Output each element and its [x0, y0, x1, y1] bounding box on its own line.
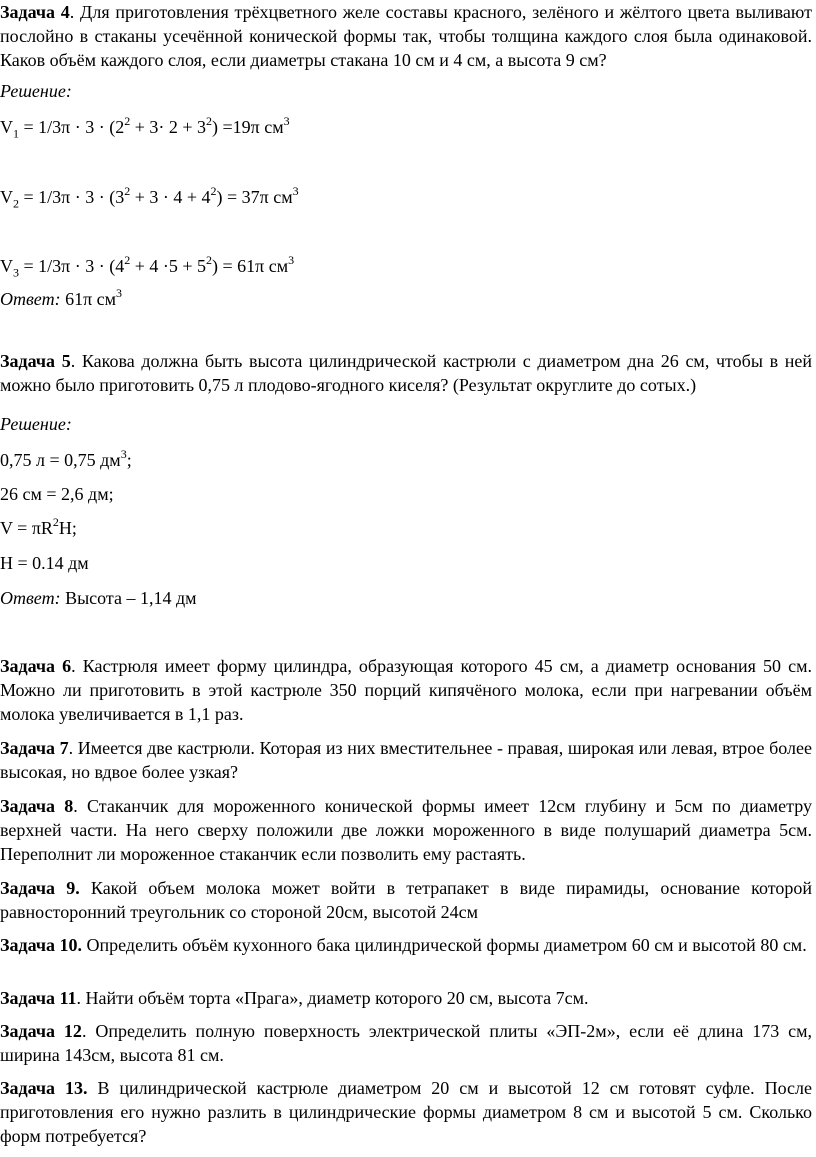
task-13-statement: Задача 13. В цилиндрической кастрюле диаметром 20 см и высотой 12 см готовят суфле. После приготовления его нужно разлить в цилиндрические формы диаметром 8 см и высотой 5 см. Сколько форм потребуется?: [0, 1078, 813, 1146]
task-4-solution-label: Решение:: [0, 81, 72, 101]
task-5-answer: Ответ: Высота – 1,14 дм: [0, 588, 197, 608]
task-12-label: Задача 12: [0, 1021, 82, 1041]
task-5-step-4: H = 0.14 дм: [0, 553, 89, 573]
task-5-statement: [0, 349, 812, 397]
task-6-label: Задача 6: [0, 656, 72, 676]
task-12-statement: Задача 12. Определить полную поверхность электрической плиты «ЭП-2м», если её длина 173 см, ширина 143см, высота 81 см.: [0, 1021, 812, 1065]
task-5-step-3: $V = \pi R^2H$;: [0, 515, 77, 538]
task-8-label: Задача 8: [0, 796, 74, 816]
task-7-statement: Задача 7. Имеется две кастрюли. Которая из них вместительнее - правая, широкая или левая, втрое более высокая, но вдвое более узкая?: [0, 738, 812, 782]
task-4-label: Задача 4: [0, 2, 70, 22]
task-5-solution-label: Решение:: [0, 414, 72, 434]
task-10-statement: Задача 10. Определить объём кухонного бака цилиндрической формы диаметром 60 см и высотой 80 см.: [0, 935, 807, 955]
task-6-statement: Задача 6. Кастрюля имеет форму цилиндра, образующая которого 45 см, а диаметр основания 50 см. Можно ли приготовить в этой кастрюле 350 порций кипячёного молока, если при нагревании объём молока увеличивается в 1,1 раз.: [0, 656, 812, 724]
task-4-formula-v3: $V_3 = 1/3\pi \cdot 3 \cdot (4^2 + 4 \cdot 5 + 5^2) = 61\pi$ $см^3$: [0, 253, 295, 280]
task-5-answer-label: Ответ:: [0, 588, 61, 608]
task-11-label: Задача 11: [0, 988, 77, 1008]
task-8-statement: Задача 8. Стаканчик для мороженного конической формы имеет 12см глубину и 5см по диаметру верхней части. На него сверху положили две ложки мороженного в виде полушарий диаметра 5см. Переполнит ли мороженное стаканчик если позволить ему растаять.: [0, 796, 812, 864]
task-4-answer: Ответ: 61π $см^3$: [0, 286, 123, 309]
task-9-statement: Задача 9. Какой объем молока может войти в тетрапакет в виде пирамиды, основание которой равносторонний треугольник со стороной 20см, высотой 24см: [0, 878, 812, 922]
task-5-step-2: 26 см = 2,6 дм;: [0, 484, 114, 504]
task-10-label: Задача 10.: [0, 935, 83, 955]
task-9-label: Задача 9.: [0, 878, 80, 898]
task-5-text: . Какова должна быть высота цилиндрической кастрюли с диаметром дна 26 см, чтобы в ней можно было приготовить 0,75 л плодово-ягодного киселя? (Результат округлите до сотых.): [0, 351, 812, 395]
task-7-label: Задача 7: [0, 738, 69, 758]
task-4-formula-v2: $V_2 = 1/3\pi \cdot 3 \cdot (3^2 + 3 \cdot 4 + 4^2) = 37\pi$ $см^3$: [0, 184, 299, 211]
task-11-statement: Задача 11. Найти объём торта «Прага», диаметр которого 20 см, высота 7см.: [0, 988, 589, 1008]
task-4-formula-v1: $V_1 = 1/3\pi \cdot 3 \cdot (2^2 + 3\cdot 2 + 3^2) =19\pi$ $см^3$: [0, 114, 290, 141]
task-4-answer-label: Ответ:: [0, 289, 61, 309]
task-4-text: . Для приготовления трёхцветного желе составы красного, зелёного и жёлтого цвета выливают послойно в стаканы усечённой конической формы так, чтобы толщина каждого слоя была одинаковой. Каков объём каждого слоя, если диаметры стакана 10 см и 4 см, а высота 9 см?: [0, 2, 812, 70]
task-13-label: Задача 13.: [0, 1078, 88, 1098]
task-4-statement: [0, 0, 812, 72]
task-5-label: Задача 5: [0, 351, 71, 371]
task-5-step-1: 0,75 л = 0,75 $дм^3$;: [0, 447, 132, 470]
